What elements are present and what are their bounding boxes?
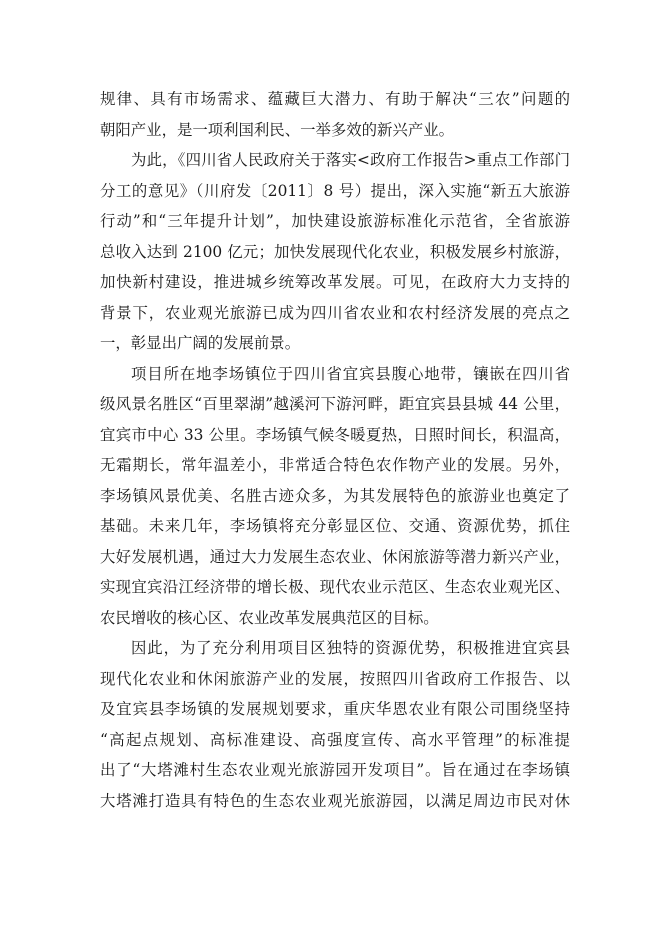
text-line: 一，彰显出广阔的发展前景。: [100, 334, 301, 352]
text-line: “高起点规划、高标准建设、高强度宣传、高水平管理”的标准提: [100, 730, 570, 749]
text-line: 背景下，农业观光旅游已成为四川省农业和农村经济发展的亮点之: [100, 303, 570, 322]
text-line: 大塔滩打造具有特色的生态农业观光旅游园，以满足周边市民对休: [100, 791, 570, 810]
paragraph-first-line: 为此，《四川省人民政府关于落实<政府工作报告>重点工作部门: [131, 151, 570, 169]
paragraph-first-line: 项目所在地李场镇位于四川省宜宾县腹心地带，镶嵌在四川省: [131, 364, 570, 383]
text-line: 规律、具有市场需求、蕴藏巨大潜力、有助于解决“三农”问题的: [100, 90, 570, 108]
text-line: 无霜期长，常年温差小，非常适合特色农作物产业的发展。另外，: [100, 456, 570, 474]
text-line: 实现宜宾沿江经济带的增长极、现代农业示范区、生态农业观光区、: [100, 578, 570, 596]
text-line: 行动”和“三年提升计划”，加快建设旅游标准化示范省，全省旅游: [100, 212, 570, 230]
text-line: 总收入达到 2100 亿元；加快发展现代化农业，积极发展乡村旅游，: [100, 242, 570, 261]
text-line: 宜宾市中心 33 公里。李场镇气候冬暖夏热，日照时间长，积温高，: [100, 425, 570, 444]
text-line: 分工的意见》（川府发〔2011〕8 号）提出，深入实施“新五大旅游: [100, 181, 570, 200]
text-line: 基础。未来几年，李场镇将充分彰显区位、交通、资源优势，抓住: [100, 517, 570, 535]
text-line: 及宜宾县李场镇的发展规划要求，重庆华恩农业有限公司围绕坚持: [100, 700, 570, 718]
text-line: 农民增收的核心区、农业改革发展典范区的目标。: [100, 608, 439, 627]
text-line: 现代化农业和休闲旅游产业的发展，按照四川省政府工作报告、以: [100, 669, 570, 688]
text-line: 级风景名胜区“百里翠湖”越溪河下游河畔，距宜宾县县城 44 公里，: [100, 395, 570, 413]
text-line: 朝阳产业，是一项利国利民、一举多效的新兴产业。: [100, 120, 454, 139]
document-body: [100, 84, 570, 816]
paragraph-first-line: 因此，为了充分利用项目区独特的资源优势，积极推进宜宾县: [131, 639, 570, 657]
text-line: 大好发展机遇，通过大力发展生态农业、休闲旅游等潜力新兴产业，: [100, 547, 570, 566]
text-line: 李场镇风景优美、名胜古迹众多，为其发展特色的旅游业也奠定了: [100, 486, 570, 505]
text-line: 出了“大塔滩村生态农业观光旅游园开发项目”。旨在通过在李场镇: [100, 761, 570, 779]
text-line: 加快新村建设，推进城乡统筹改革发展。可见，在政府大力支持的: [100, 273, 570, 291]
